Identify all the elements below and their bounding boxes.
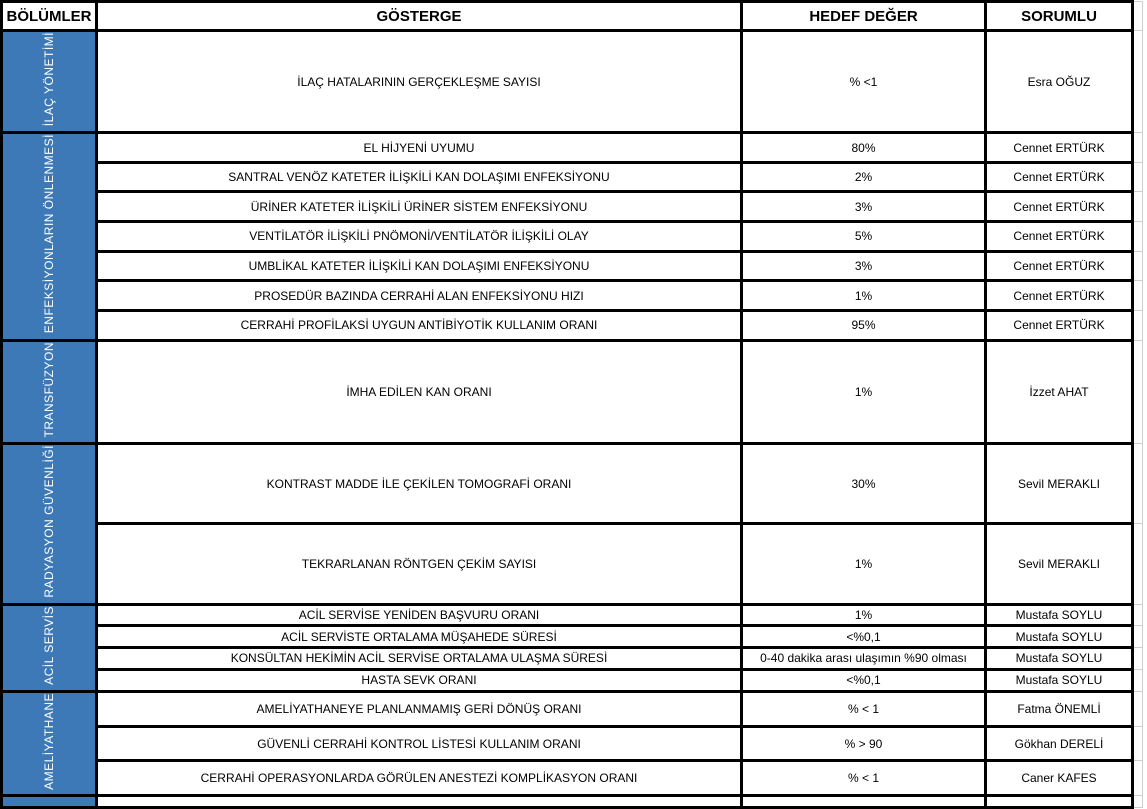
gosterge-text: TEKRARLANAN RÖNTGEN ÇEKİM SAYISI (301, 557, 537, 571)
header-hedef-deger-label: HEDEF DEĞER (809, 7, 918, 25)
hedef-cell[interactable] (742, 31, 986, 133)
section-label: TRANSFÜZYON (42, 341, 56, 438)
table-row (2, 281, 1143, 311)
gosterge-text: ACİL SERVİSTE ORTALAMA MÜŞAHEDE SÜRESİ (281, 629, 557, 644)
hedef-cell[interactable] (742, 761, 986, 796)
table-row (2, 251, 1143, 281)
table-row (2, 444, 1143, 524)
sorumlu-text: Caner KAFES (1021, 771, 1097, 786)
sorumlu-text: Gökhan DERELİ (1014, 736, 1104, 751)
hedef-cell[interactable] (742, 691, 986, 726)
hedef-text: 0-40 dakika arası ulaşımın %90 olması (760, 651, 967, 666)
header-sorumlu-label: SORUMLU (1021, 7, 1097, 25)
grid-strip-cell (1133, 761, 1143, 796)
gosterge-text: ÜRİNER KATETER İLİŞKİLİ ÜRİNER SİSTEM ENFEKSİYONU (250, 199, 588, 214)
hedef-text: <%0,1 (846, 629, 881, 644)
hedef-text: 3% (854, 258, 873, 273)
section-label: ACİL SERVİS (42, 605, 56, 685)
hedef-text: 3% (854, 199, 873, 214)
sorumlu-cell[interactable] (986, 162, 1133, 192)
header-bolumler-label: BÖLÜMLER (6, 7, 92, 25)
section-label: İLAÇ YÖNETİMİ (42, 32, 56, 127)
sorumlu-text: Cennet ERTÜRK (1013, 318, 1105, 333)
hedef-cell[interactable] (742, 626, 986, 648)
grid-strip-cell (1133, 310, 1143, 340)
sorumlu-cell[interactable] (986, 192, 1133, 222)
hedef-cell[interactable] (742, 162, 986, 192)
gosterge-text: SANTRAL VENÖZ KATETER İLİŞKİLİ KAN DOLAŞIMI ENFEKSİYONU (228, 170, 610, 185)
gosterge-cell[interactable] (97, 222, 742, 252)
section-cell-acil-servis[interactable] (2, 604, 97, 691)
hedef-text: % <1 (849, 74, 878, 89)
gosterge-text: KONTRAST MADDE İLE ÇEKİLEN TOMOGRAFİ ORANI (266, 476, 572, 491)
header-hedef-deger[interactable] (742, 2, 986, 31)
gosterge-cell[interactable] (97, 761, 742, 796)
gosterge-text: ACİL SERVİSE YENİDEN BAŞVURU ORANI (298, 608, 540, 623)
hedef-text: 80% (851, 140, 876, 155)
table-row (2, 31, 1143, 133)
hedef-cell[interactable] (742, 669, 986, 691)
sorumlu-cell[interactable] (986, 669, 1133, 691)
section-label: RADYASYON GÜVENLİĞİ (42, 445, 56, 598)
sorumlu-text: Cennet ERTÜRK (1013, 258, 1105, 273)
table-row (2, 192, 1143, 222)
section-cell-enfeksiyonlarin-onlenmesi[interactable] (2, 133, 97, 340)
gosterge-cell[interactable] (97, 251, 742, 281)
hedef-text: % < 1 (847, 701, 880, 716)
grid-strip-cell (1133, 251, 1143, 281)
sorumlu-cell[interactable] (986, 281, 1133, 311)
hedef-cell[interactable] (742, 524, 986, 604)
hedef-text: 2% (854, 170, 873, 185)
grid-strip-cell (1133, 726, 1143, 761)
hedef-text: % > 90 (844, 736, 883, 751)
header-row (2, 2, 1143, 31)
gosterge-cell[interactable] (97, 691, 742, 726)
sorumlu-text: Sevil MERAKLI (1017, 557, 1101, 571)
sorumlu-cell[interactable] (986, 691, 1133, 726)
gosterge-cell[interactable] (97, 626, 742, 648)
sorumlu-text: Mustafa SOYLU (1015, 651, 1103, 666)
header-bolumler[interactable] (2, 2, 97, 31)
sorumlu-text: Mustafa SOYLU (1015, 673, 1103, 688)
gosterge-text: HASTA SEVK ORANI (361, 673, 477, 688)
gosterge-text: İLAÇ HATALARININ GERÇEKLEŞME SAYISI (297, 74, 541, 89)
hedef-cell[interactable] (742, 281, 986, 311)
gosterge-cell[interactable] (97, 648, 742, 670)
sorumlu-cell[interactable] (986, 251, 1133, 281)
section-cell-radyasyon-guvenligi[interactable] (2, 444, 97, 605)
sorumlu-cell[interactable] (986, 31, 1133, 133)
table-row (2, 726, 1143, 761)
gosterge-cell[interactable] (97, 604, 742, 626)
table-row (2, 524, 1143, 604)
gosterge-cell[interactable] (97, 444, 742, 524)
grid-strip-cell (1133, 133, 1143, 163)
grid-strip-cell (1133, 162, 1143, 192)
gosterge-cell[interactable] (97, 726, 742, 761)
sorumlu-cell[interactable] (986, 761, 1133, 796)
gosterge-cell[interactable] (97, 524, 742, 604)
gosterge-text: CERRAHİ OPERASYONLARDA GÖRÜLEN ANESTEZİ KOMPLİKASYON ORANI (200, 771, 638, 786)
sorumlu-cell[interactable] (986, 222, 1133, 252)
sorumlu-text: Fatma ÖNEMLİ (1017, 701, 1101, 716)
hedef-text: 95% (851, 318, 876, 333)
grid-strip-cell (1133, 524, 1143, 604)
grid-strip-cell (1133, 31, 1143, 133)
hedef-text: % < 1 (847, 771, 880, 786)
grid-strip-cell (1133, 222, 1143, 252)
gosterge-cell[interactable] (97, 31, 742, 133)
gosterge-cell[interactable] (97, 310, 742, 340)
grid-strip-cell (1133, 444, 1143, 524)
table-row (2, 761, 1143, 796)
sorumlu-text: Cennet ERTÜRK (1013, 170, 1105, 185)
sorumlu-text: Cennet ERTÜRK (1013, 140, 1105, 155)
hedef-cell[interactable] (742, 604, 986, 626)
sorumlu-cell[interactable] (986, 796, 1133, 808)
grid-strip-cell (1133, 626, 1143, 648)
sorumlu-cell[interactable] (986, 524, 1133, 604)
header-sorumlu[interactable] (986, 2, 1133, 31)
gosterge-text: UMBLİKAL KATETER İLİŞKİLİ KAN DOLAŞIMI ENFEKSİYONU (248, 258, 590, 273)
table-row (2, 310, 1143, 340)
grid-strip-cell (1133, 192, 1143, 222)
gosterge-cell[interactable] (97, 281, 742, 311)
grid-strip-cell (1133, 796, 1143, 808)
gosterge-cell[interactable] (97, 162, 742, 192)
table-row (2, 648, 1143, 670)
section-label: ENFEKSİYONLARIN ÖNLENMESİ (42, 134, 56, 334)
sorumlu-cell[interactable] (986, 340, 1133, 444)
grid-strip-cell (1133, 2, 1143, 31)
section-cell-next-partial[interactable] (2, 796, 97, 808)
table-row (2, 604, 1143, 626)
sorumlu-cell[interactable] (986, 133, 1133, 163)
hedef-cell[interactable] (742, 340, 986, 444)
sorumlu-text: Sevil MERAKLI (1017, 476, 1101, 491)
hedef-cell[interactable] (742, 444, 986, 524)
sorumlu-cell[interactable] (986, 604, 1133, 626)
hedef-cell[interactable] (742, 726, 986, 761)
section-cell-ilac-yonetimi[interactable] (2, 31, 97, 133)
hedef-text: <%0,1 (846, 673, 881, 688)
hedef-cell[interactable] (742, 192, 986, 222)
hedef-text: 1% (854, 608, 873, 623)
gosterge-text: İMHA EDİLEN KAN ORANI (346, 384, 492, 399)
hedef-text: 1% (854, 557, 873, 571)
table-row (2, 162, 1143, 192)
grid-strip-cell (1133, 340, 1143, 444)
gosterge-cell[interactable] (97, 796, 742, 808)
hedef-cell[interactable] (742, 222, 986, 252)
sorumlu-text: Mustafa SOYLU (1015, 629, 1103, 644)
section-cell-transfuzyon[interactable] (2, 340, 97, 444)
hedef-text: 30% (851, 476, 876, 491)
sorumlu-text: Esra OĞUZ (1027, 74, 1091, 89)
table-row-partial (2, 796, 1143, 808)
hedef-text: 1% (854, 384, 873, 399)
table-row (2, 626, 1143, 648)
gosterge-cell[interactable] (97, 340, 742, 444)
gosterge-text: EL HİJYENİ UYUMU (363, 140, 475, 155)
hedef-cell[interactable] (742, 310, 986, 340)
grid-strip-cell (1133, 281, 1143, 311)
section-cell-ameliyathane[interactable] (2, 691, 97, 796)
sorumlu-cell[interactable] (986, 726, 1133, 761)
header-gosterge[interactable] (97, 2, 742, 31)
sorumlu-text: İzzet AHAT (1029, 384, 1089, 399)
header-gosterge-label: GÖSTERGE (376, 7, 462, 25)
sorumlu-text: Mustafa SOYLU (1015, 608, 1103, 623)
grid-strip-cell (1133, 648, 1143, 670)
section-label: AMELİYATHANE (42, 692, 56, 790)
gosterge-cell[interactable] (97, 669, 742, 691)
gosterge-cell[interactable] (97, 192, 742, 222)
grid-strip-cell (1133, 604, 1143, 626)
gosterge-text: PROSEDÜR BAZINDA CERRAHİ ALAN ENFEKSİYONU HIZI (254, 288, 584, 303)
table-row (2, 133, 1143, 163)
gosterge-text: GÜVENLİ CERRAHİ KONTROL LİSTESİ KULLANIM ORANI (257, 736, 581, 751)
sorumlu-cell[interactable] (986, 444, 1133, 524)
hedef-cell[interactable] (742, 796, 986, 808)
gosterge-text: AMELİYATHANEYE PLANLANMAMIŞ GERİ DÖNÜŞ ORANI (256, 701, 582, 716)
hedef-cell[interactable] (742, 251, 986, 281)
gosterge-text: CERRAHİ PROFİLAKSİ UYGUN ANTİBİYOTİK KULLANIM ORANI (240, 318, 598, 333)
grid-strip-cell (1133, 669, 1143, 691)
table-row (2, 340, 1143, 444)
sorumlu-cell[interactable] (986, 648, 1133, 670)
sorumlu-text: Cennet ERTÜRK (1013, 199, 1105, 214)
sorumlu-text: Cennet ERTÜRK (1013, 229, 1105, 244)
table-row (2, 222, 1143, 252)
gosterge-cell[interactable] (97, 133, 742, 163)
gosterge-text: VENTİLATÖR İLİŞKİLİ PNÖMONİ/VENTİLATÖR İLİŞKİLİ OLAY (249, 229, 589, 244)
table-row (2, 691, 1143, 726)
sorumlu-cell[interactable] (986, 310, 1133, 340)
gosterge-text: KONSÜLTAN HEKİMİN ACİL SERVİSE ORTALAMA ULAŞMA SÜRESİ (230, 651, 608, 666)
sorumlu-cell[interactable] (986, 626, 1133, 648)
hedef-text: 5% (854, 229, 873, 244)
sorumlu-text: Cennet ERTÜRK (1013, 288, 1105, 303)
table-row (2, 669, 1143, 691)
hedef-cell[interactable] (742, 648, 986, 670)
grid-strip-cell (1133, 691, 1143, 726)
hedef-cell[interactable] (742, 133, 986, 163)
hedef-text: 1% (854, 288, 873, 303)
